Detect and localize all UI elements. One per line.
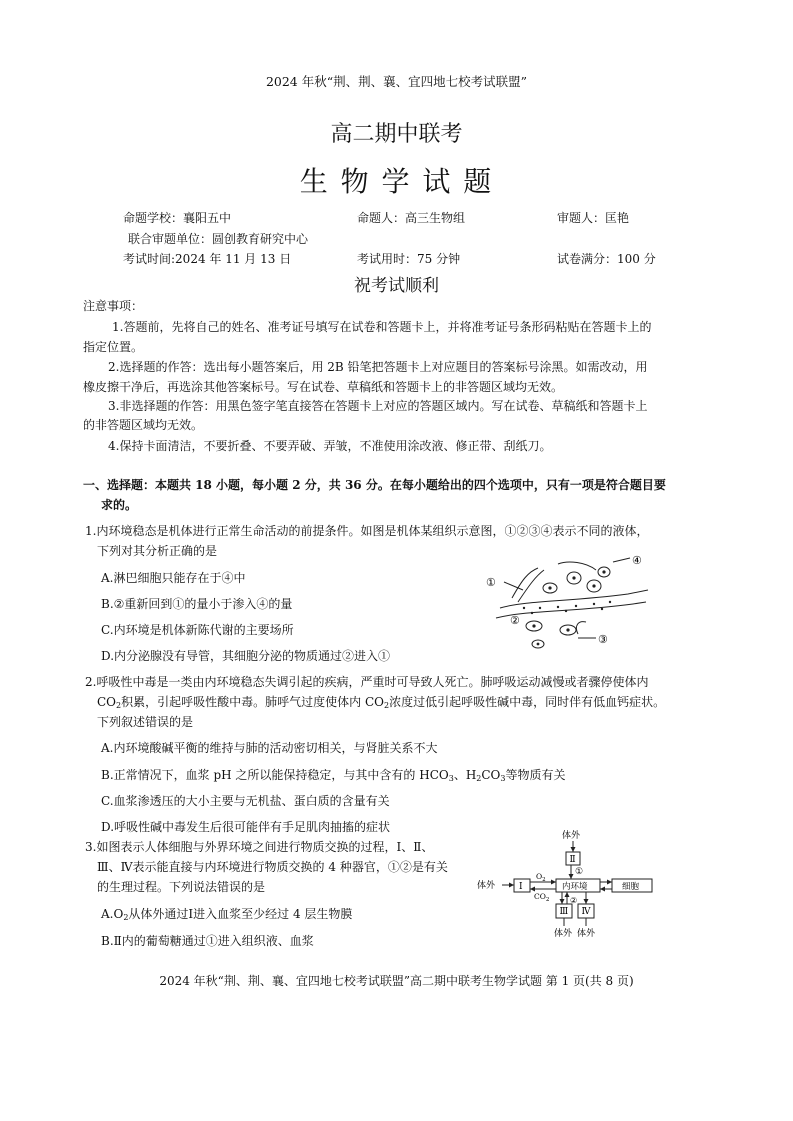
info-author: 命题人：高三生物组: [357, 211, 466, 225]
q1-option-c: C.内环境是机体新陈代谢的主要场所: [101, 623, 294, 637]
process-1-label: ①: [575, 867, 584, 877]
notice-item2-line1: 2.选择题的作答：选出每小题答案后，用 2B 铅笔把答题卡上对应题目的答案标号涂黑。如需改动，用: [108, 360, 648, 374]
organ-1-label: Ⅰ: [519, 882, 523, 892]
q3-stem-line3: 的生理过程。下列说法错误的是: [97, 880, 266, 894]
q2-stem-line3: 下列叙述错误的是: [97, 715, 194, 729]
union-title: 2024 年秋“荆、荆、襄、宜四地七校考试联盟”: [265, 74, 528, 89]
page-footer: 2024 年秋“荆、荆、襄、宜四地七校考试联盟”高二期中联考生物学试题 第 1 页(共 8 页): [159, 974, 634, 988]
process-2-label: ②: [570, 896, 578, 905]
co2-label: $CO_2$: [534, 892, 550, 903]
info-exam-time: 考试时间:2024 年 11 月 13 日: [123, 252, 292, 266]
q1-stem-line2: 下列对其分析正确的是: [97, 544, 218, 558]
notice-item2-line2: 橡皮擦干净后，再选涂其他答案标号。写在试卷、草稿纸和答题卡上的非答题区域均无效。: [83, 380, 564, 394]
lymph-vessel-left: [512, 568, 538, 598]
subject-title: 生 物 学 试 题: [299, 165, 494, 198]
q2-stem-line2: $CO_2$积累，引起呼吸性酸中毒。肺呼气过度使体内 $CO_2$浓度过低引起呼吸性碱中毒，同时伴有低血钙症状。: [97, 695, 666, 710]
label-fluid-2: ②: [510, 614, 520, 627]
label-fluid-4: ④: [632, 554, 642, 567]
tissue-diagram: [478, 550, 658, 650]
organ-2-label: Ⅱ: [569, 855, 576, 865]
info-full-score: 试卷满分：100 分: [557, 252, 656, 266]
pointer-1: [504, 582, 523, 590]
info-school: 命题学校：襄阳五中: [123, 211, 232, 225]
notice-item4: 4.保持卡面清洁，不要折叠、不要弄破、弄皱，不准使用涂改液、修正带、刮纸刀。: [108, 439, 552, 453]
organ-4-label: Ⅳ: [581, 907, 591, 917]
label-fluid-1: ①: [486, 576, 496, 589]
info-joint-review: 联合审题单位：圆创教育研究中心: [128, 232, 309, 246]
q2-option-b: B.正常情况下，血浆 pH 之所以能保持稳定，与其中含有的 $HCO_3$、$H_2CO_3$等物质有关: [101, 768, 566, 783]
organ-3-label: Ⅲ: [559, 907, 569, 917]
q3-stem-line2: Ⅲ、Ⅳ表示能直接与内环境进行物质交换的 4 种器官，①②是有关: [97, 860, 448, 874]
info-duration: 考试用时：75 分钟: [357, 252, 461, 266]
info-reviewer: 审题人：匡艳: [557, 211, 630, 225]
outside-top: 体外: [562, 831, 581, 841]
q3-option-a: $A.O_2$从体外通过Ⅰ进入血浆至少经过 4 层生物膜: [101, 907, 353, 922]
exchange-diagram: [474, 828, 664, 943]
outside-left: 体外: [477, 881, 496, 891]
q1-stem-line1: 1.内环境稳态是机体进行正常生命活动的前提条件。如图是机体某组织示意图，①②③④表示不同的液体，: [85, 524, 649, 538]
notice-item1-line1: 1.答题前，先将自己的姓名、准考证号填写在试卷和答题卡上，并将准考证号条形码粘贴在答题卡上的: [112, 320, 652, 334]
outside-bottom-2: 体外: [577, 929, 596, 939]
section1-heading-line1: 一、选择题：本题共 18 小题，每小题 2 分，共 36 分。在每小题给出的四个选项中，只有一项是符合题目要: [83, 478, 666, 492]
q2-option-d: D.呼吸性碱中毒发生后很可能伴有手足肌肉抽搐的症状: [101, 820, 391, 834]
notice-item3-line2: 的非答题区域均无效。: [83, 418, 204, 432]
tissue-outline-top: [558, 562, 596, 570]
q2-option-c: C.血浆渗透压的大小主要与无机盐、蛋白质的含量有关: [101, 794, 390, 808]
notice-item3-line1: 3.非选择题的作答：用黑色签字笔直接答在答题卡上对应的答题区域内。写在试卷、草稿纸和答题卡上: [108, 399, 648, 413]
pointer-4: [613, 558, 630, 562]
tissue-outline: [576, 622, 586, 634]
section1-heading-line2: 求的。: [101, 498, 138, 512]
q1-option-b: B.②重新回到①的量小于渗入④的量: [101, 597, 293, 611]
exam-name: 高二期中联考: [330, 122, 463, 147]
notice-heading: 注意事项：: [83, 299, 144, 313]
label-fluid-3: ③: [598, 633, 608, 646]
lymph-vessel-right: [518, 570, 544, 602]
q1-option-a: A.淋巴细胞只能存在于④中: [101, 571, 246, 585]
q2-stem-line1: 2.呼吸性中毒是一类由内环境稳态失调引起的疾病，严重时可导致人死亡。肺呼吸运动减慢或者骤停使体内: [85, 675, 649, 689]
cell-label: 细胞: [622, 882, 640, 892]
q2-option-a: A.内环境酸碱平衡的维持与肺的活动密切相关，与肾脏关系不大: [101, 741, 438, 755]
q3-stem-line1: 3.如图表示人体细胞与外界环境之间进行物质交换的过程，Ⅰ、Ⅱ、: [85, 840, 434, 854]
blessing: 祝考试顺利: [354, 276, 439, 296]
outside-bottom-1: 体外: [554, 929, 573, 939]
notice-item1-line2: 指定位置。: [83, 340, 144, 354]
internal-env-label: 内环境: [562, 882, 588, 892]
q3-option-b: B.Ⅱ内的葡萄糖通过①进入组织液、血浆: [101, 934, 314, 948]
o2-label: $O_2$: [536, 872, 546, 883]
q1-option-d: D.内分泌腺没有导管，其细胞分泌的物质通过②进入①: [101, 649, 391, 663]
